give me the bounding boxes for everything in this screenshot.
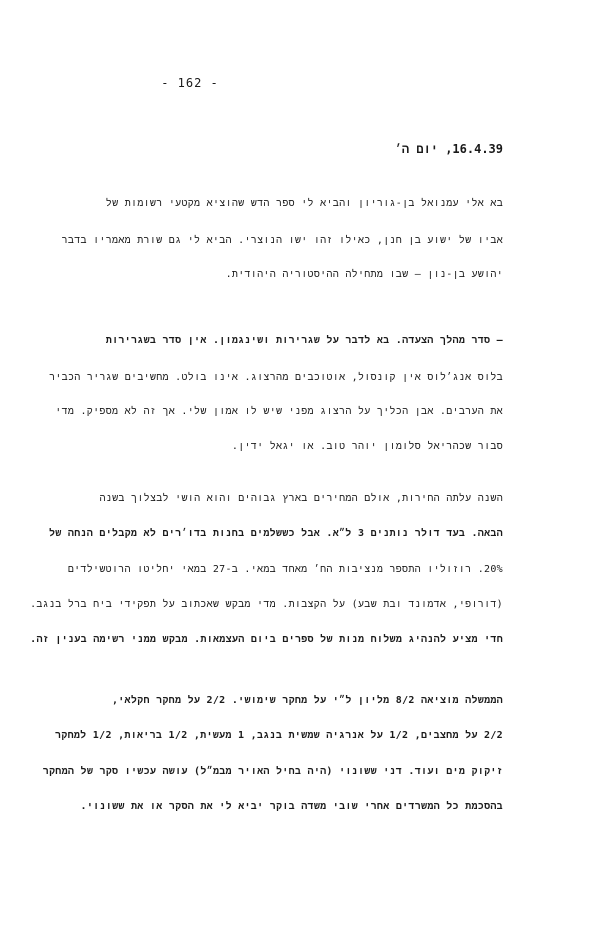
paragraph-1-line-3: יהושע בן-נון – שבו מתחילה ההיסטוריה היהודית. bbox=[225, 269, 503, 280]
date-heading: 16.4.39, יום ה׳ bbox=[394, 142, 503, 156]
paragraph-3-line-1: השנה עלתה החירות, אולם המחירים בארץ גבוהים והוא הושי לבצלוך בשנה bbox=[99, 493, 503, 504]
paragraph-2-line-1: – סדר מהלך הצעדה. בא לדבר על שגרירות ושינגמון. אין סדר בשגרירות bbox=[105, 335, 503, 346]
paragraph-4-line-4: בהסכמת כל המשרדים אחרי שובי משדה בוקר יביא לי את הסקר או את ששונוי. bbox=[80, 801, 503, 812]
paragraph-3-line-2: הבאה. בעד דולר נותנים 3 ל״א. אבל כששלמים בחנות בדו׳רים לא מקבלים הנחה של bbox=[48, 528, 503, 539]
paragraph-4-line-1: הממשלה מוציאה 8/2 מליון ל״י על מחקר שימושי. 2/2 על מחקר חקלאי, bbox=[111, 695, 503, 706]
paragraph-1-line-2: אביו של ישוע בן חנן, כאילו זהו ישו הנוצרי. הביא לי גם שורת מאמריו בדבר bbox=[61, 235, 503, 246]
paragraph-1-line-1: בא אלי עמנואל בן-גוריון והביא לי ספר הדש שהוציא מקטעי רשומות של bbox=[105, 198, 503, 209]
paragraph-4-line-3: זיקוק מים ועוד. דני ששונוי (היה בחיל האויר מבמ״ל) עושה עכשיו סקר של המחקר bbox=[42, 766, 503, 777]
paragraph-3-line-5: חדי מציע להנהיג משלוח מנות של ספרים ביום העצמאות. מבקש ממני רשימה בענין זה. bbox=[30, 634, 503, 645]
paragraph-2-line-4: סבור שכהריאל סלומון יוהר טוב. או יגאל ידין. bbox=[231, 441, 503, 452]
paragraph-2-line-2: בלוס אנג׳לוס אין קונסול, אוטוכבים מהרצוג. אינו בולט. מחשיבים שגריר הכביר bbox=[49, 372, 503, 383]
paragraph-3-line-4: (דורופי, אדמונד ובת שבע) על הקצבות. מדי מבקש שאכתוב על תפקידי ביח ברל בנגב. bbox=[30, 599, 503, 610]
page-number: - 162 - bbox=[161, 76, 219, 90]
paragraph-3-line-3: 20%. רוזוליו התספר מנציבות הח׳ מאחד במאי. ב-27 במאי יחליטו הרוטשילדים bbox=[67, 564, 503, 575]
paragraph-2-line-3: את הערבים. אבן הכליך על הרצוג מפני שיש לו אמון שלי. אך זה לא מספיק. מדי bbox=[55, 406, 503, 417]
paragraph-4-line-2: 2/2 על מחצבים, 1/2 על אנרגיה שמשית בנגב, 1 מעשית, 1/2 בריאות, 1/2 למחקר bbox=[54, 730, 503, 741]
